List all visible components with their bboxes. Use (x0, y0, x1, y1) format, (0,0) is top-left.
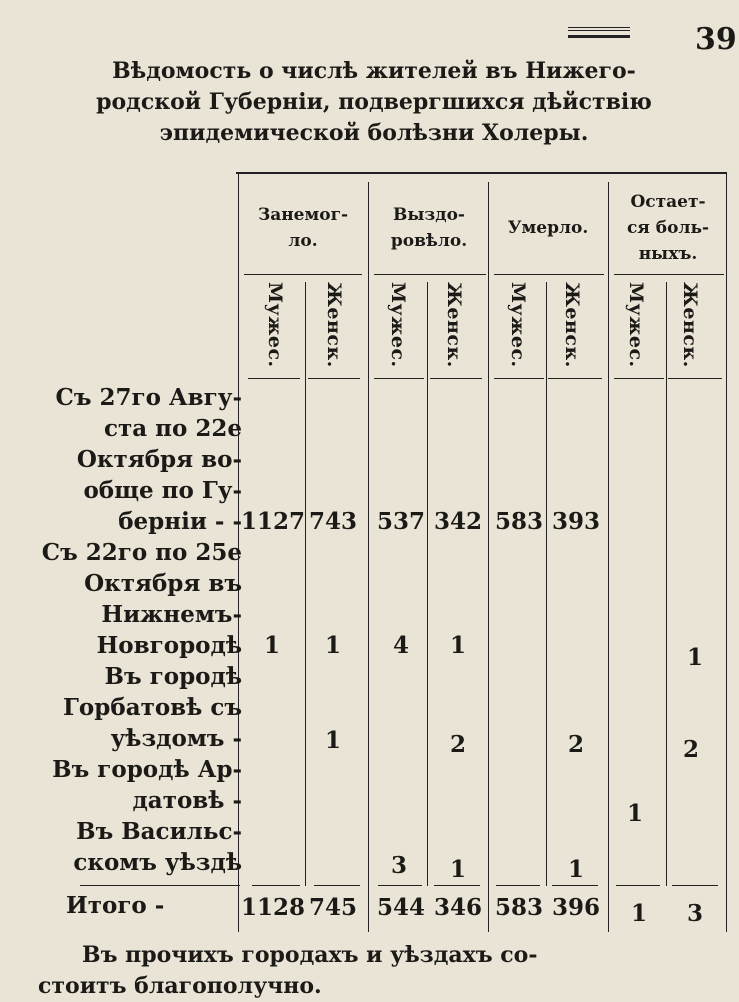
sub-header-male: Мужес. (625, 282, 647, 368)
group-header-recovered (370, 182, 488, 274)
sub-column-rule (666, 282, 667, 886)
sub-header-rule (430, 378, 482, 379)
table-cell: 1 (324, 727, 341, 754)
total-cell: 1 (630, 900, 647, 927)
page-number: 39 (695, 22, 737, 57)
group-rule (244, 274, 362, 275)
row-label-nizhny-novgorod: Съ 22го по 25е Октября въ Нижнемъ- Новгородѣ (41, 539, 242, 659)
table-cell: 4 (392, 632, 409, 659)
sub-header-male: Мужес. (507, 282, 529, 368)
table-cell: 583 (494, 508, 543, 535)
total-cell: 1128 (241, 894, 306, 921)
group-rule (374, 274, 486, 275)
group-header-line: Умерло. (507, 218, 589, 238)
sum-rule (616, 885, 660, 890)
sub-header-rule (614, 378, 664, 379)
table-cell: 3 (390, 852, 407, 879)
sub-column-rule (305, 282, 306, 886)
table-cell: 1 (449, 632, 466, 659)
table-top-rule (236, 172, 726, 174)
sub-column-rule (546, 282, 547, 886)
table-cell: 1 (324, 632, 341, 659)
sub-header-male: Мужес. (387, 282, 409, 368)
row-label-vasilsursk: Въ Васильс- скомъ уѣздѣ (73, 818, 242, 876)
column-rule (368, 182, 369, 932)
sub-header-rule (668, 378, 722, 379)
column-rule (488, 182, 489, 932)
total-cell: 745 (308, 894, 357, 921)
table-cell: 537 (376, 508, 425, 535)
sub-column-rule (427, 282, 428, 886)
footer-line: стоитъ благополучно. (38, 973, 322, 999)
header-ornament-rule (568, 27, 630, 38)
group-rule (494, 274, 604, 275)
sum-rule (252, 885, 300, 890)
group-header-line: ся боль- (626, 218, 710, 238)
table-cell: 1 (449, 856, 466, 883)
table-cell: 342 (433, 508, 482, 535)
sub-header-rule (494, 378, 544, 379)
footer-note (30, 940, 720, 1002)
table-cell: 1127 (241, 508, 306, 535)
total-label: Итого - (66, 892, 165, 919)
table-cell: 2 (449, 731, 466, 758)
title-line: эпидемической болѣзни Холеры. (159, 120, 589, 146)
group-header-died (490, 182, 606, 274)
sum-rule (496, 885, 540, 890)
total-cell: 544 (376, 894, 425, 921)
total-cell: 3 (686, 900, 703, 927)
total-cell: 346 (433, 894, 482, 921)
sub-header-male: Мужес. (264, 282, 286, 368)
sum-rule (314, 885, 360, 890)
group-header-remaining-sick (610, 182, 726, 274)
group-header-line: ныхъ. (638, 244, 698, 264)
sub-header-rule (248, 378, 300, 379)
group-header-line: Остает- (630, 192, 706, 212)
table-cell: 393 (551, 508, 600, 535)
table-cell: 2 (567, 731, 584, 758)
sum-rule (434, 885, 480, 890)
column-rule (726, 172, 727, 932)
row-label-ardatov: Въ городѣ Ар- датовѣ - (52, 756, 242, 814)
table-cell: 1 (626, 800, 643, 827)
table-cell: 2 (682, 736, 699, 763)
sub-header-rule (548, 378, 602, 379)
table-cell: 1 (263, 632, 280, 659)
sum-rule (672, 885, 718, 890)
sub-header-rule (374, 378, 424, 379)
group-header-fell-ill (240, 182, 366, 274)
sum-rule (552, 885, 598, 890)
group-header-line: ло. (288, 231, 318, 251)
row-label-province-total: Съ 27го Авгу- ста по 22е Октября во- обще по Гу- берніи - - (55, 384, 242, 535)
sub-header-female: Женск. (561, 282, 583, 368)
group-header-line: Занемог- (257, 205, 349, 225)
title-line: Вѣдомость о числѣ жителей въ Нижего- (112, 58, 636, 84)
table-cell: 1 (686, 644, 703, 671)
total-label-rule (80, 885, 240, 886)
sub-header-female: Женск. (443, 282, 465, 368)
group-header-line: ровѣло. (390, 231, 468, 251)
sub-header-female: Женск. (679, 282, 701, 368)
document-title (24, 56, 724, 149)
sum-rule (378, 885, 422, 890)
group-rule (614, 274, 724, 275)
sub-header-female: Женск. (323, 282, 345, 368)
row-label-gorbatov: Въ городѣ Горбатовѣ съ уѣздомъ - (63, 663, 242, 752)
footer-line: Въ прочихъ городахъ и уѣздахъ со- (82, 942, 538, 968)
total-cell: 396 (551, 894, 600, 921)
group-header-line: Выздо- (393, 205, 465, 225)
table-cell: 743 (308, 508, 357, 535)
table-cell: 1 (567, 856, 584, 883)
sub-header-rule (308, 378, 360, 379)
total-cell: 583 (494, 894, 543, 921)
title-line: родской Губерніи, подвергшихся дѣйствію (96, 89, 652, 115)
